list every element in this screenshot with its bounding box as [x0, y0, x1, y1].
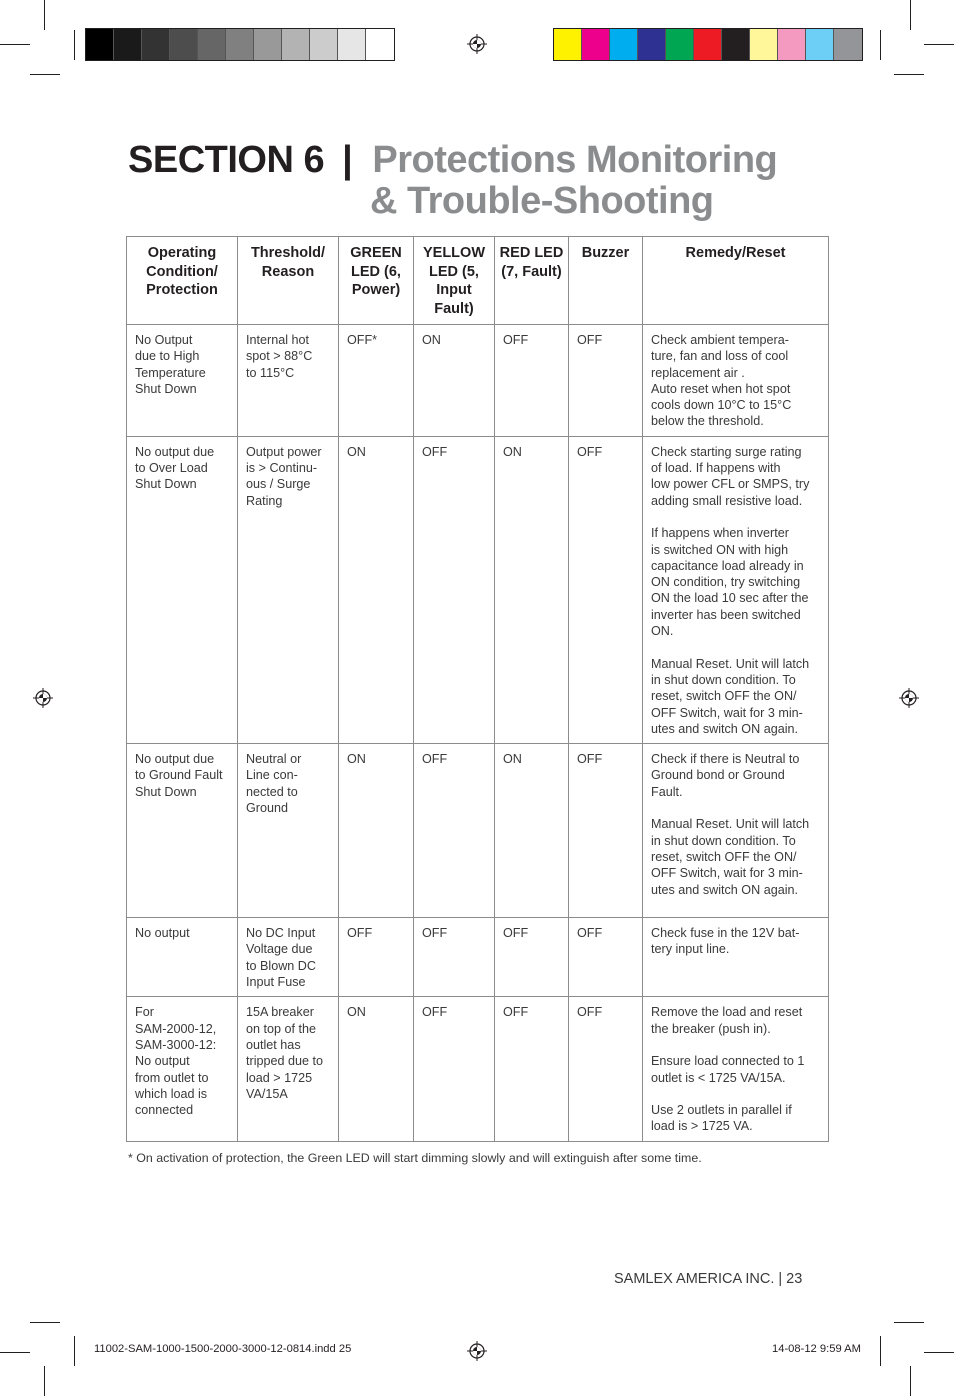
- color-swatch: [666, 29, 694, 60]
- column-header-condition: Operating Condition/ Protection: [127, 237, 238, 325]
- crop-mark: [0, 44, 30, 45]
- color-swatch: [778, 29, 806, 60]
- slug-datetime: 14-08-12 9:59 AM: [772, 1343, 861, 1355]
- condition-cell: No output due to Over Load Shut Down: [127, 436, 238, 743]
- crop-mark: [44, 1366, 45, 1396]
- table-row: [127, 325, 829, 437]
- condition-cell: For SAM-2000-12, SAM-3000-12: No output from outlet to which load is connected: [127, 997, 238, 1141]
- color-swatch: [610, 29, 638, 60]
- remedy-cell: Check starting surge rating of load. If happens with low power CFL or SMPS, try adding small resistive load. If happens when inverter is switched ON with high capacitance load already in ON condition, try switching ON the load 10 sec after the inverter has been switched ON. Manual Reset. Unit will latch in shut down condition. To reset, switch OFF the ON/ OFF Switch, wait for 3 min- utes and switch ON again.: [643, 436, 829, 743]
- section-title-line1: Protections Monitoring: [372, 139, 778, 181]
- yellow-led-cell: OFF: [414, 918, 495, 997]
- crop-mark: [910, 1366, 911, 1396]
- yellow-led-cell: OFF: [414, 436, 495, 743]
- registration-mark-icon: [467, 34, 487, 54]
- protections-table: [126, 236, 829, 1142]
- color-swatch: [114, 29, 142, 60]
- color-swatch: [694, 29, 722, 60]
- condition-cell: No Output due to High Temperature Shut Down: [127, 325, 238, 437]
- crop-mark: [44, 0, 45, 30]
- column-header-red-led: RED LED (7, Fault): [495, 237, 569, 325]
- color-swatch: [86, 29, 114, 60]
- color-swatch: [142, 29, 170, 60]
- color-swatch: [282, 29, 310, 60]
- crop-mark: [894, 1322, 924, 1323]
- color-swatch: [638, 29, 666, 60]
- yellow-led-cell: ON: [414, 325, 495, 437]
- remedy-cell: Check if there is Neutral to Ground bond or Ground Fault. Manual Reset. Unit will latch in shut down condition. To reset, switch OFF the ON/ OFF Switch, wait for 3 min- utes and switch ON again.: [643, 744, 829, 918]
- registration-mark-icon: [467, 1341, 487, 1361]
- green-led-cell: OFF: [339, 918, 414, 997]
- process-color-bar: [553, 28, 863, 61]
- remedy-cell: Remove the load and reset the breaker (push in). Ensure load connected to 1 outlet is < 1725 VA/15A. Use 2 outlets in parallel if load is > 1725 VA.: [643, 997, 829, 1141]
- green-led-cell: ON: [339, 744, 414, 918]
- yellow-led-cell: OFF: [414, 744, 495, 918]
- crop-mark: [924, 44, 954, 45]
- red-led-cell: ON: [495, 436, 569, 743]
- crop-mark: [74, 30, 75, 60]
- color-swatch: [722, 29, 750, 60]
- section-number: SECTION 6: [128, 139, 325, 181]
- heading-separator: |: [342, 139, 353, 181]
- gray-color-bar: [85, 28, 395, 61]
- buzzer-cell: OFF: [569, 918, 643, 997]
- threshold-cell: 15A breaker on top of the outlet has tripped due to load > 1725 VA/15A: [238, 997, 339, 1141]
- crop-mark: [30, 1322, 60, 1323]
- color-swatch: [582, 29, 610, 60]
- color-swatch: [198, 29, 226, 60]
- color-swatch: [806, 29, 834, 60]
- color-swatch: [834, 29, 862, 60]
- crop-mark: [74, 1336, 75, 1366]
- red-led-cell: OFF: [495, 997, 569, 1141]
- green-led-cell: ON: [339, 436, 414, 743]
- table-header-row: [127, 237, 829, 325]
- buzzer-cell: OFF: [569, 744, 643, 918]
- color-swatch: [226, 29, 254, 60]
- table-row: [127, 744, 829, 918]
- buzzer-cell: OFF: [569, 325, 643, 437]
- column-header-buzzer: Buzzer: [569, 237, 643, 325]
- remedy-cell: Check fuse in the 12V bat- tery input line.: [643, 918, 829, 997]
- column-header-yellow-led: YELLOW LED (5, Input Fault): [414, 237, 495, 325]
- column-header-green-led: GREEN LED (6, Power): [339, 237, 414, 325]
- crop-mark: [880, 1336, 881, 1366]
- red-led-cell: ON: [495, 744, 569, 918]
- color-swatch: [366, 29, 394, 60]
- condition-cell: No output due to Ground Fault Shut Down: [127, 744, 238, 918]
- remedy-cell: Check ambient tempera- ture, fan and loss of cool replacement air . Auto reset when hot spot cools down 10°C to 15°C below the threshold.: [643, 325, 829, 437]
- buzzer-cell: OFF: [569, 997, 643, 1141]
- section-title-line2: & Trouble-Shooting: [370, 180, 714, 222]
- footnote: * On activation of protection, the Green LED will start dimming slowly and will extinguish after some time.: [128, 1151, 702, 1165]
- threshold-cell: Internal hot spot > 88°C to 115°C: [238, 325, 339, 437]
- green-led-cell: ON: [339, 997, 414, 1141]
- red-led-cell: OFF: [495, 325, 569, 437]
- crop-mark: [910, 0, 911, 30]
- color-swatch: [554, 29, 582, 60]
- slug-filename: 11002-SAM-1000-1500-2000-3000-12-0814.indd 25: [94, 1343, 352, 1355]
- crop-mark: [30, 74, 60, 75]
- color-swatch: [310, 29, 338, 60]
- registration-mark-icon: [899, 688, 919, 708]
- color-swatch: [338, 29, 366, 60]
- table-row: [127, 436, 829, 743]
- crop-mark: [894, 74, 924, 75]
- threshold-cell: Neutral or Line con- nected to Ground: [238, 744, 339, 918]
- threshold-cell: Output power is > Continu- ous / Surge Rating: [238, 436, 339, 743]
- color-swatch: [170, 29, 198, 60]
- crop-mark: [924, 1352, 954, 1353]
- table-row: [127, 918, 829, 997]
- buzzer-cell: OFF: [569, 436, 643, 743]
- column-header-threshold: Threshold/ Reason: [238, 237, 339, 325]
- yellow-led-cell: OFF: [414, 997, 495, 1141]
- red-led-cell: OFF: [495, 918, 569, 997]
- color-swatch: [750, 29, 778, 60]
- crop-mark: [0, 1352, 30, 1353]
- condition-cell: No output: [127, 918, 238, 997]
- registration-mark-icon: [33, 688, 53, 708]
- table-row: [127, 997, 829, 1141]
- color-swatch: [254, 29, 282, 60]
- green-led-cell: OFF*: [339, 325, 414, 437]
- column-header-remedy: Remedy/Reset: [643, 237, 829, 325]
- threshold-cell: No DC Input Voltage due to Blown DC Input Fuse: [238, 918, 339, 997]
- page-footer: SAMLEX AMERICA INC. | 23: [614, 1271, 803, 1287]
- crop-mark: [880, 30, 881, 60]
- section-heading: [128, 140, 777, 180]
